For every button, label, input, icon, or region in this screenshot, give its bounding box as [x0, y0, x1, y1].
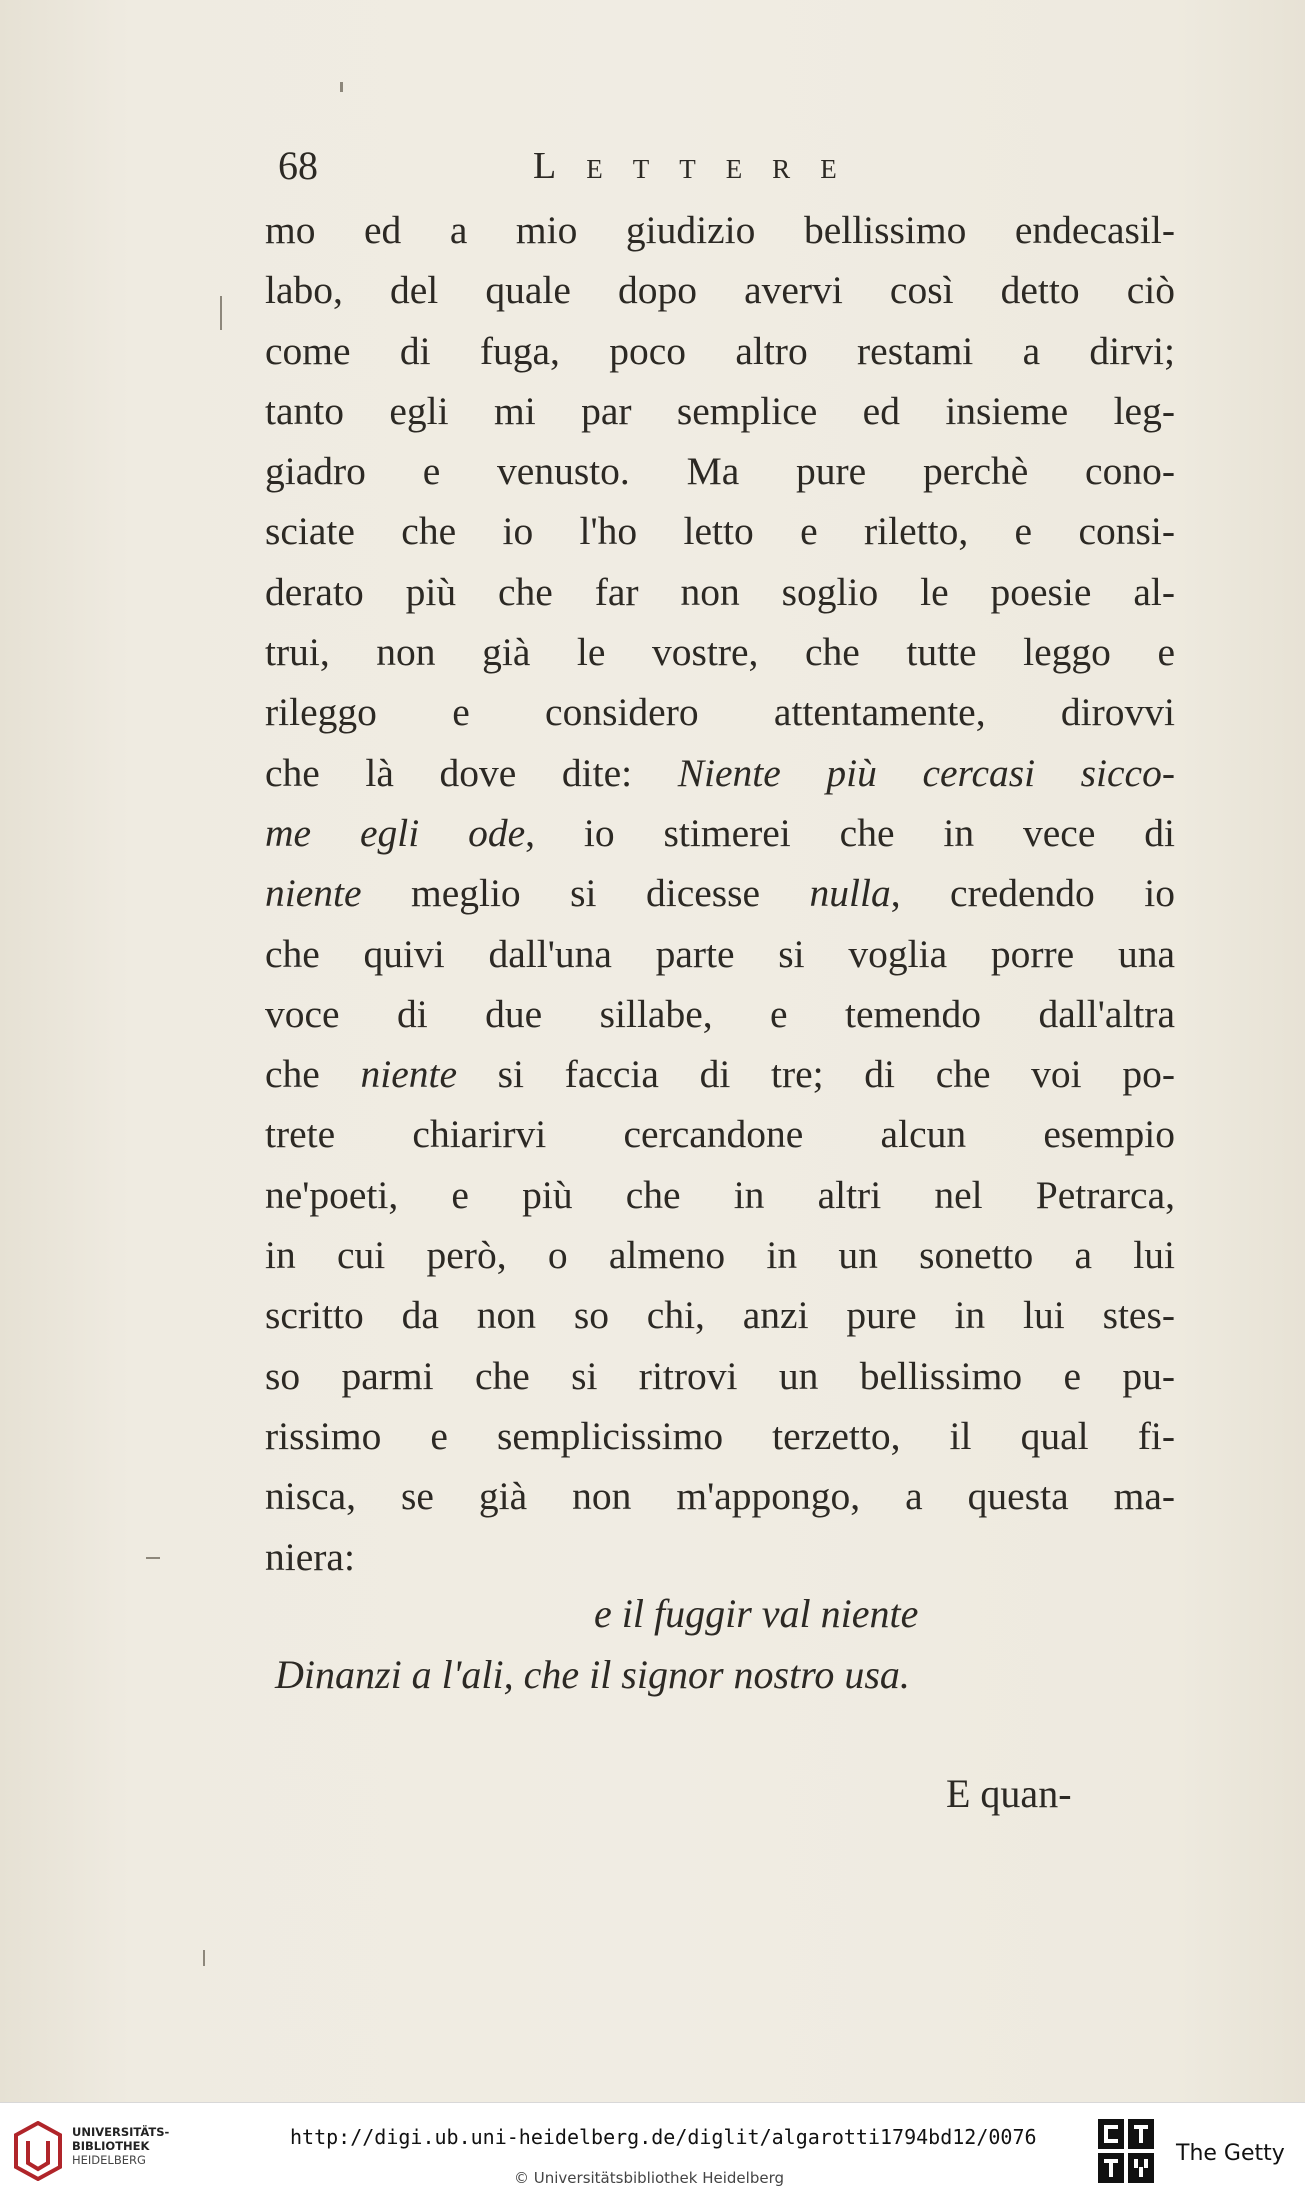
- text-segment: giadro e venusto. Ma pure perchè cono-: [265, 449, 1175, 494]
- italic-segment: niente: [360, 1052, 457, 1097]
- getty-label: The Getty: [1176, 2141, 1285, 2166]
- italic-segment: Niente più cercasi sicco-: [677, 750, 1175, 795]
- ub-label-line-2: BIBLIOTHEK: [72, 2139, 150, 2153]
- paper-speck: [340, 82, 343, 92]
- footer-bar: [0, 2102, 1305, 2200]
- running-head: [278, 142, 938, 192]
- text-line: [265, 743, 1175, 803]
- text-line: [265, 1225, 1175, 1285]
- text-line: [265, 562, 1175, 622]
- text-segment: so parmi che si ritrovi un bellissimo e pu-: [265, 1353, 1175, 1398]
- text-segment: rileggo e considero attentamente, dirovvi: [265, 690, 1175, 735]
- text-segment: , io stimerei che in vece di: [525, 810, 1175, 855]
- italic-segment: niente: [265, 871, 362, 916]
- page-number: 68: [278, 143, 318, 188]
- text-segment: come di fuga, poco altro restami a dirvi;: [265, 328, 1175, 373]
- catchword: E quan-: [946, 1771, 1072, 1816]
- text-line: [265, 501, 1175, 561]
- text-segment: che quivi dall'una parte si voglia porre una: [265, 931, 1175, 976]
- running-head-title: Lettere: [533, 145, 867, 187]
- text-line: [265, 1406, 1175, 1466]
- getty-logo-icon: [1096, 2117, 1156, 2185]
- italic-segment: me egli ode: [265, 810, 526, 855]
- permalink-url[interactable]: http://digi.ub.uni-heidelberg.de/diglit/algarotti1794bd12/0076: [290, 2125, 1037, 2149]
- verse-line-2: Dinanzi a l'ali, che il signor nostro usa.: [275, 1652, 910, 1697]
- text-line: [265, 863, 1175, 923]
- text-segment: , credendo io: [890, 871, 1175, 916]
- text-segment: si faccia di tre; di che voi po-: [457, 1052, 1175, 1097]
- text-line: [265, 381, 1175, 441]
- text-segment: voce di due sillabe, e temendo dall'altra: [265, 991, 1175, 1036]
- text-line: [265, 682, 1175, 742]
- text-segment: meglio si dicesse: [361, 871, 810, 916]
- text-line: [265, 803, 1175, 863]
- text-segment: derato più che far non soglio le poesie al-: [265, 569, 1175, 614]
- text-line: [265, 1346, 1175, 1406]
- text-segment: in cui però, o almeno in un sonetto a lui: [265, 1233, 1175, 1278]
- text-segment: tanto egli mi par semplice ed insieme leg-: [265, 388, 1175, 433]
- text-line: [265, 1104, 1175, 1164]
- text-line: [265, 441, 1175, 501]
- ub-label-line-1: UNIVERSITÄTS-: [72, 2125, 170, 2139]
- text-line: [265, 1527, 1175, 1587]
- text-segment: scritto da non so chi, anzi pure in lui stes-: [265, 1293, 1175, 1338]
- text-line: [265, 1466, 1175, 1526]
- ub-heidelberg-label: [72, 2125, 169, 2167]
- text-segment: rissimo e semplicissimo terzetto, il qual fi-: [265, 1413, 1175, 1458]
- paper-speck: [220, 296, 222, 330]
- ub-label-line-3: HEIDELBERG: [72, 2153, 146, 2167]
- text-segment: niera:: [265, 1534, 355, 1579]
- text-segment: labo, del quale dopo avervi così detto ciò: [265, 268, 1175, 313]
- text-segment: che: [265, 1052, 361, 1097]
- text-segment: sciate che io l'ho letto e riletto, e consi-: [265, 509, 1175, 554]
- text-segment: trete chiarirvi cercandone alcun esempio: [265, 1112, 1175, 1157]
- copyright-notice: © Universitätsbibliothek Heidelberg: [514, 2169, 785, 2187]
- italic-segment: nulla: [809, 871, 891, 916]
- paper-speck: [146, 1557, 160, 1559]
- text-line: [265, 1044, 1175, 1104]
- text-line: [265, 260, 1175, 320]
- text-line: [265, 622, 1175, 682]
- text-segment: ne'poeti, e più che in altri nel Petrarca,: [265, 1172, 1175, 1217]
- text-line: [265, 984, 1175, 1044]
- text-segment: trui, non già le vostre, che tutte leggo e: [265, 630, 1175, 675]
- paper-speck: [203, 1950, 205, 1966]
- ub-heidelberg-logo-icon: [14, 2121, 62, 2181]
- text-line: [265, 1285, 1175, 1345]
- text-segment: mo ed a mio giudizio bellissimo endecasil-: [265, 208, 1175, 252]
- text-segment: che là dove dite:: [265, 750, 678, 795]
- text-line: [265, 200, 1175, 260]
- verse-line-1: e il fuggir val niente: [594, 1591, 919, 1636]
- body-text: [265, 200, 1175, 1587]
- text-segment: nisca, se già non m'appongo, a questa ma-: [265, 1474, 1175, 1519]
- text-line: [265, 1165, 1175, 1225]
- text-line: [265, 924, 1175, 984]
- text-line: [265, 321, 1175, 381]
